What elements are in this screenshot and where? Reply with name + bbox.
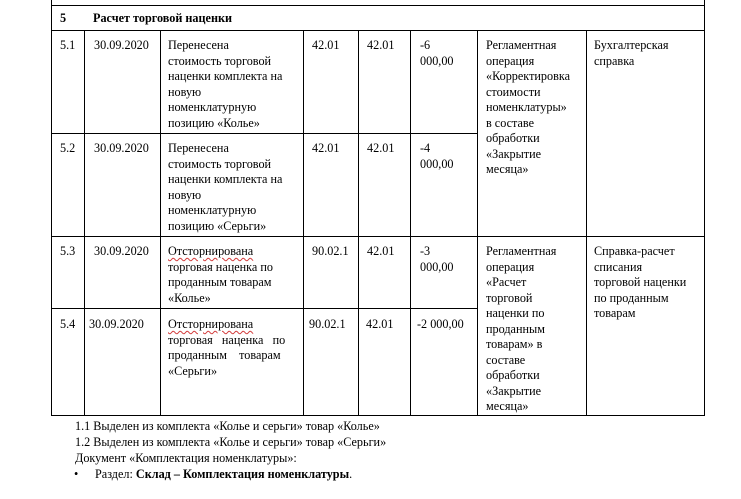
row-number: 5.1 xyxy=(60,38,76,52)
basis-line: обработки xyxy=(486,368,540,382)
row-number: 5.3 xyxy=(60,244,76,258)
row-amount: -2 000,00 xyxy=(417,317,464,331)
basis-line: «Закрытие xyxy=(486,383,542,398)
content-line: новую xyxy=(168,84,202,99)
table-col-divider xyxy=(160,30,161,416)
content-line: Перенесена xyxy=(168,141,229,155)
basis-line: проданным xyxy=(486,321,545,336)
basis-line: торговой xyxy=(486,290,533,305)
basis-line: «Закрытие xyxy=(486,146,542,161)
row-date: 30.09.2020 xyxy=(94,141,149,155)
basis-operation xyxy=(486,244,584,415)
amount-line: 000,00 xyxy=(420,259,454,274)
primary-document xyxy=(594,244,702,322)
row-debit: 42.01 xyxy=(312,141,340,155)
row-credit: 42.01 xyxy=(367,244,395,258)
bullet-suffix: . xyxy=(349,467,353,481)
bullet-text xyxy=(95,467,352,483)
content-line: номенклатурную xyxy=(168,100,257,114)
document-line: списания xyxy=(594,259,643,274)
table-border-right xyxy=(704,0,705,416)
row-content xyxy=(168,244,300,306)
bullet-icon: • xyxy=(74,467,79,481)
row-credit: 42.01 xyxy=(366,317,394,331)
content-line: Отсторнирована xyxy=(168,244,254,258)
table-row-divider xyxy=(51,133,477,134)
table-row-divider xyxy=(51,236,705,237)
row-amount xyxy=(420,38,454,69)
basis-line: «Расчет xyxy=(486,275,527,289)
basis-line: Регламентная xyxy=(486,244,557,258)
content-line: позицию «Серьги» xyxy=(168,218,267,233)
note-line: Документ «Комплектация номенклатуры»: xyxy=(75,451,297,465)
row-debit: 90.02.1 xyxy=(309,317,346,331)
document-line: по проданным xyxy=(594,290,669,305)
document-line: торговой наценки xyxy=(594,275,687,289)
basis-line: операция xyxy=(486,53,535,68)
content-line: номенклатурную xyxy=(168,203,257,217)
content-line: позицию «Колье» xyxy=(168,115,260,130)
basis-line: месяца» xyxy=(486,399,529,413)
basis-line: составе xyxy=(486,352,526,367)
row-number: 5.4 xyxy=(60,317,76,331)
note-line: 1.2 Выделен из комплекта «Колье и серьги» товар «Серьги» xyxy=(75,435,387,449)
content-line: торговая наценка по xyxy=(168,332,286,347)
basis-line: товарам» в xyxy=(486,337,543,351)
amount-line: -6 xyxy=(420,38,431,52)
table-col-divider xyxy=(303,30,304,416)
row-date: 30.09.2020 xyxy=(89,317,144,331)
table-col-divider xyxy=(358,30,359,416)
row-credit: 42.01 xyxy=(367,141,395,155)
basis-line: стоимости xyxy=(486,84,541,99)
amount-line: -4 xyxy=(420,141,431,155)
basis-line: наценки по xyxy=(486,306,545,320)
row-content xyxy=(168,141,300,234)
table-row-divider xyxy=(51,30,705,31)
row-content xyxy=(168,317,300,379)
amount-line: -3 xyxy=(420,244,431,258)
row-amount xyxy=(420,141,454,172)
basis-line: месяца» xyxy=(486,162,529,176)
content-line: проданным товарам xyxy=(168,275,272,289)
basis-line: в составе xyxy=(486,115,534,130)
basis-operation xyxy=(486,38,584,178)
bullet-bold: Склад – Комплектация номенклатуры xyxy=(135,467,350,481)
primary-document: Бухгалтерская справка xyxy=(594,38,669,68)
section-number: 5 xyxy=(60,11,67,25)
basis-line: «Корректировка xyxy=(486,69,571,83)
note-line: 1.1 Выделен из комплекта «Колье и серьги» товар «Колье» xyxy=(75,419,380,433)
row-credit: 42.01 xyxy=(367,38,395,52)
basis-line: номенклатуры» xyxy=(486,100,567,114)
row-debit: 42.01 xyxy=(312,38,340,52)
table-border-bottom xyxy=(51,415,705,416)
content-line: торговая наценка по xyxy=(168,259,273,274)
table-row-divider xyxy=(51,308,477,309)
basis-line: обработки xyxy=(486,131,540,145)
row-debit: 90.02.1 xyxy=(312,244,349,258)
content-line: Перенесена xyxy=(168,38,229,52)
content-line: «Серьги» xyxy=(168,363,218,378)
document-line: товарам xyxy=(594,306,636,320)
content-line: Отсторнирована xyxy=(168,317,254,331)
basis-line: Регламентная xyxy=(486,38,557,52)
row-number: 5.2 xyxy=(60,141,76,155)
table-col-divider xyxy=(410,30,411,416)
row-amount xyxy=(420,244,454,275)
content-line: проданным товарам xyxy=(168,348,281,362)
row-date: 30.09.2020 xyxy=(94,244,149,258)
bullet-prefix: Раздел: xyxy=(95,467,136,481)
row-date: 30.09.2020 xyxy=(94,38,149,52)
content-line: «Колье» xyxy=(168,290,211,305)
table-border-left xyxy=(51,0,52,416)
table-col-divider xyxy=(84,30,85,416)
amount-line: 000,00 xyxy=(420,156,454,171)
amount-line: 000,00 xyxy=(420,53,454,68)
table-col-divider xyxy=(477,30,478,416)
row-content xyxy=(168,38,300,131)
basis-line: операция xyxy=(486,259,535,274)
section-title: Расчет торговой наценки xyxy=(93,11,233,25)
content-line: наценки комплекта на xyxy=(168,69,283,83)
document-line: Справка-расчет xyxy=(594,244,675,258)
table-col-divider xyxy=(586,30,587,416)
content-line: новую xyxy=(168,187,202,202)
content-line: наценки комплекта на xyxy=(168,172,283,186)
content-line: стоимость торговой xyxy=(168,156,272,171)
content-line: стоимость торговой xyxy=(168,53,272,68)
table-row-divider xyxy=(51,5,705,6)
